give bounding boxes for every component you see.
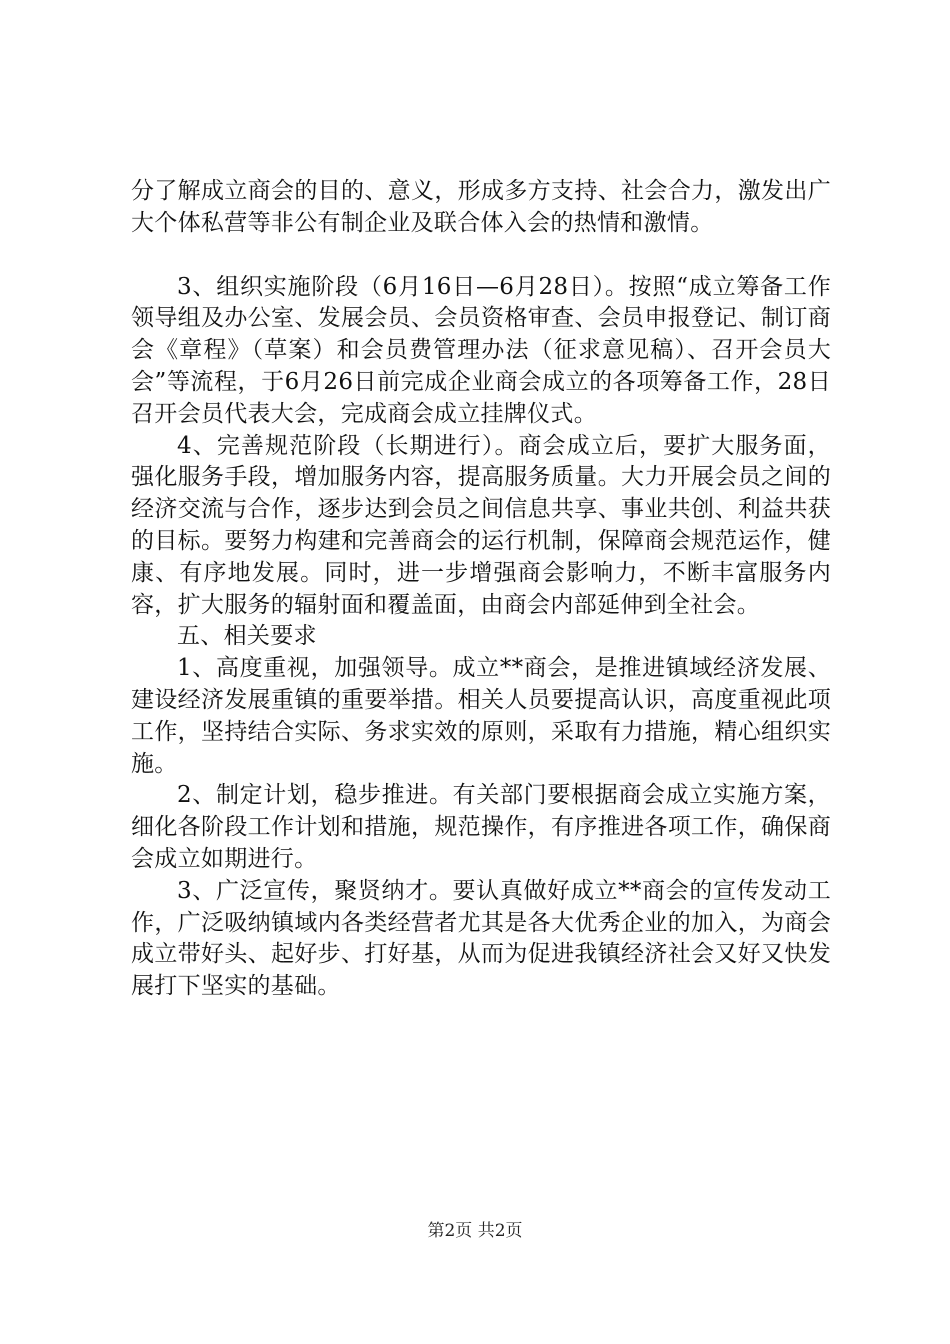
paragraph-requirement-1: 1、高度重视，加强领导。成立**商会，是推进镇域经济发展、建设经济发展重镇的重要举措。相关人员要提高认识，高度重视此项工作，坚持结合实际、务求实效的原则，采取有力措施，精心组织实施。 bbox=[131, 655, 831, 777]
paragraph-requirement-2: 2、制定计划，稳步推进。有关部门要根据商会成立实施方案，细化各阶段工作计划和措施，规范操作，有序推进各项工作，确保商会成立如期进行。 bbox=[131, 782, 831, 872]
section-heading-requirements: 五、相关要求 bbox=[177, 623, 317, 650]
paragraph-stage-3: 3、组织实施阶段（6月16日—6月28日）。按照“成立筹备工作领导组及办公室、发展会员、会员资格审查、会员申报登记、制订商会《章程》（草案）和会员费管理办法（征求意见稿）、召开会员大会”等流程，于6月26日前完成企业商会成立的各项筹备工作，28日召开会员代表大会，完成商会成立挂牌仪式。 bbox=[131, 273, 831, 427]
paragraph-continuation: 分了解成立商会的目的、意义，形成多方支持、社会合力，激发出广大个体私营等非公有制企业及联合体入会的热情和激情。 bbox=[131, 178, 831, 236]
page-footer: 第2页 共2页 bbox=[427, 1221, 523, 1241]
document-body bbox=[131, 176, 831, 1003]
paragraph-requirement-3: 3、广泛宣传，聚贤纳才。要认真做好成立**商会的宣传发动工作，广泛吸纳镇域内各类经营者尤其是各大优秀企业的加入，为商会成立带好头、起好步、打好基，从而为促进我镇经济社会又好又快发展打下坚实的基础。 bbox=[131, 877, 831, 1000]
paragraph-stage-4: 4、完善规范阶段（长期进行）。商会成立后，要扩大服务面，强化服务手段，增加服务内容，提高服务质量。大力开展会员之间的经济交流与合作，逐步达到会员之间信息共享、事业共创、利益共获的目标。要努力构建和完善商会的运行机制，保障商会规范运作，健康、有序地发展。同时，进一步增强商会影响力，不断丰富服务内容，扩大服务的辐射面和覆盖面，由商会内部延伸到全社会。 bbox=[131, 432, 831, 618]
